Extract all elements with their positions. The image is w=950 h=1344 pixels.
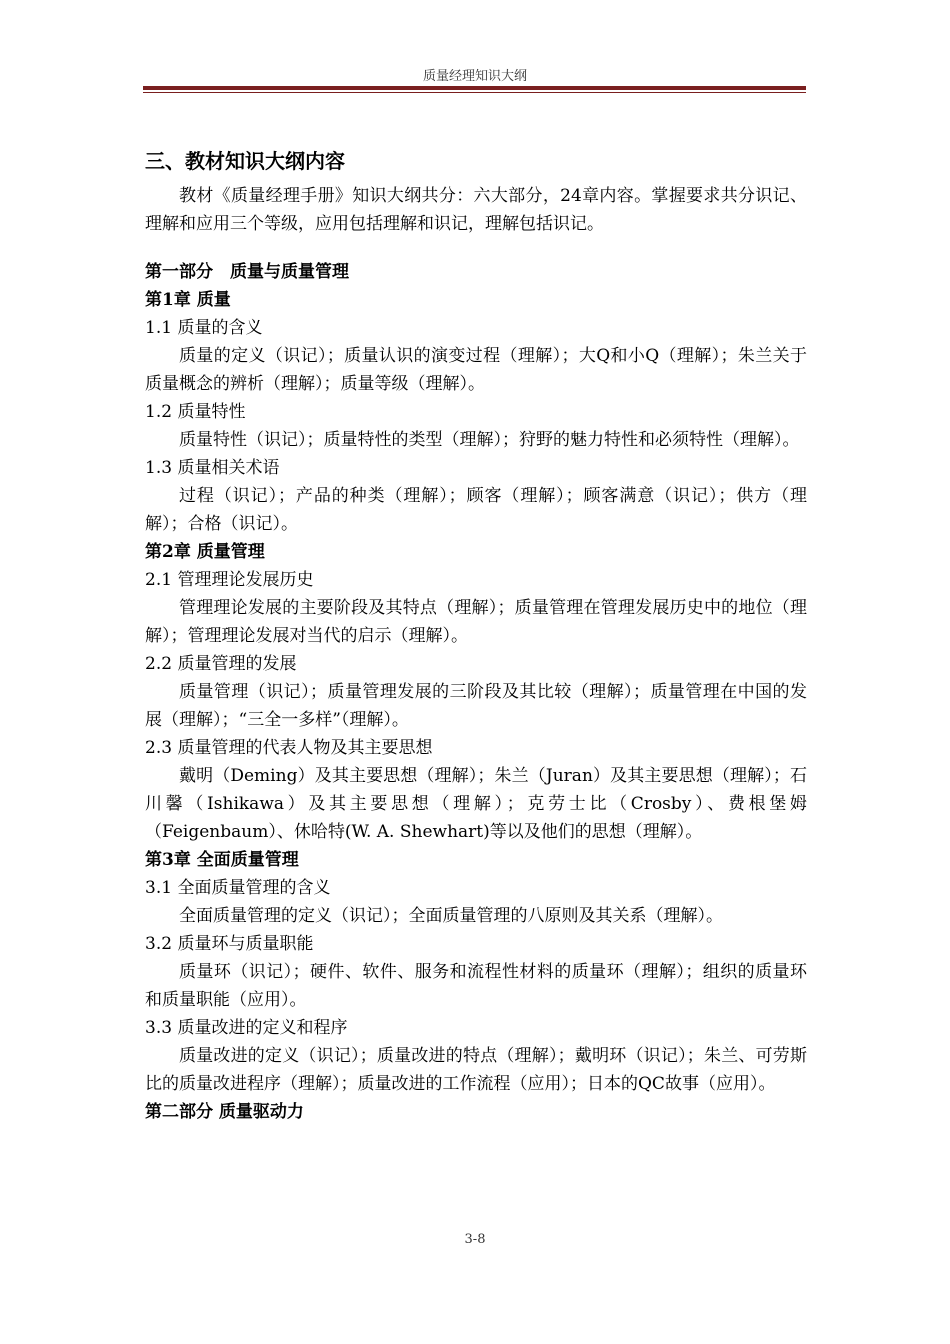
chapter-heading: 第3章 全面质量管理 (145, 850, 299, 870)
outline-paragraph: 质量的定义（识记）；质量认识的演变过程（理解）；大Q和小Q（理解）；朱兰关于质量概念的辨析（理解）；质量等级（理解）。 (145, 346, 807, 394)
outline-paragraph: 管理理论发展的主要阶段及其特点（理解）；质量管理在管理发展历史中的地位（理解）；管理理论发展对当代的启示（理解）。 (145, 598, 807, 646)
section-heading-item: 2.3 质量管理的代表人物及其主要思想 (145, 738, 433, 758)
section-heading-item: 1.1 质量的含义 (145, 318, 263, 338)
page-number: 3-8 (464, 1232, 486, 1247)
section-heading-item: 3.1 全面质量管理的含义 (145, 878, 331, 898)
outline-blocks (145, 258, 807, 1126)
outline-paragraph: 全面质量管理的定义（识记）；全面质量管理的八原则及其关系（理解）。 (179, 906, 723, 926)
page-header-title: 质量经理知识大纲 (422, 69, 527, 84)
section-heading-item: 1.3 质量相关术语 (145, 458, 280, 478)
section-heading: 三、教材知识大纲内容 (145, 149, 345, 173)
outline-paragraph: 质量特性（识记）；质量特性的类型（理解）；狩野的魅力特性和必须特性（理解）。 (179, 430, 800, 450)
header-rule (143, 86, 806, 90)
outline-paragraph: 质量管理（识记）；质量管理发展的三阶段及其比较（理解）；质量管理在中国的发展（理解）；“三全一多样”（理解）。 (145, 682, 807, 730)
section-heading-item: 3.3 质量改进的定义和程序 (145, 1018, 348, 1038)
header-rule-thin (143, 92, 806, 93)
outline-paragraph: 质量改进的定义（识记）；质量改进的特点（理解）；戴明环（识记）；朱兰、可劳斯比的质量改进程序（理解）；质量改进的工作流程（应用）；日本的QC故事（应用）。 (145, 1046, 807, 1094)
intro-paragraph: 教材《质量经理手册》知识大纲共分：六大部分，24章内容。掌握要求共分识记、理解和应用三个等级，应用包括理解和识记，理解包括识记。 (145, 186, 807, 234)
part-heading: 第一部分 质量与质量管理 (145, 262, 349, 282)
section-heading-item: 1.2 质量特性 (145, 402, 246, 422)
chapter-heading: 第2章 质量管理 (145, 542, 265, 562)
outline-paragraph: 过程（识记）；产品的种类（理解）；顾客（理解）；顾客满意（识记）；供方（理解）；合格（识记）。 (145, 486, 807, 534)
outline-paragraph: 戴明（Deming）及其主要思想（理解）；朱兰（Juran）及其主要思想（理解）；石川馨（Ishikawa）及其主要思想（理解）；克劳士比（Crosby）、费根堡姆（Feigenbaum）、休哈特(W. A. Shewhart)等以及他们的思想（理解）。 (145, 766, 807, 842)
section-heading-item: 2.1 管理理论发展历史 (145, 570, 314, 590)
document-body (145, 146, 807, 1126)
chapter-heading: 第1章 质量 (145, 290, 231, 310)
spacer (145, 238, 807, 258)
part-heading: 第二部分 质量驱动力 (145, 1102, 304, 1122)
section-heading-item: 2.2 质量管理的发展 (145, 654, 297, 674)
section-heading-item: 3.2 质量环与质量职能 (145, 934, 314, 954)
outline-paragraph: 质量环（识记）；硬件、软件、服务和流程性材料的质量环（理解）；组织的质量环和质量职能（应用）。 (145, 962, 807, 1010)
